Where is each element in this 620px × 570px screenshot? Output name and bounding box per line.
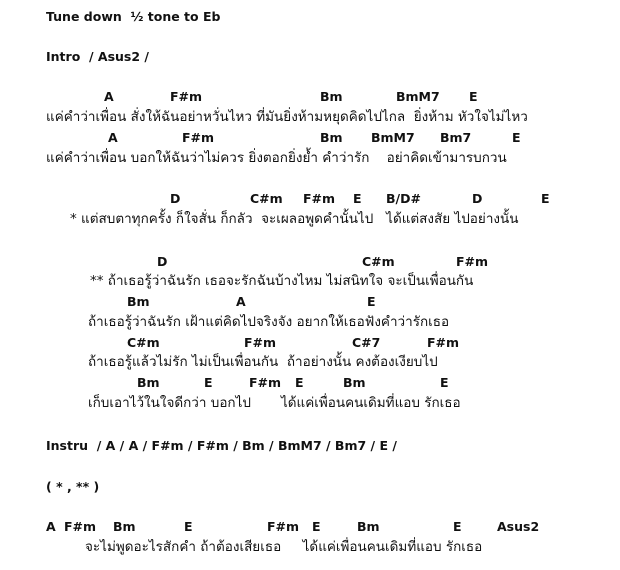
chorus-lyric-3: ถ้าเธอรู้แล้วไม่รัก ไม่เป็นเพื่อนกัน ถ้าอย่างนั้น คงต้องเงียบไป [88,354,438,370]
chord: F#m [427,335,460,350]
chord: Bm [320,130,343,145]
chord: Asus2 [497,519,540,534]
repeat-marker: ( * , ** ) [46,479,100,494]
chord: F#m [182,130,215,145]
chord: Bm7 [440,130,472,145]
chord: F#m [244,335,277,350]
chord: E [512,130,521,145]
chord: C#m [362,254,395,269]
verse-lyric-1: แค่คำว่าเพื่อน สั่งให้ฉันอย่าหวั่นไหว ที่มันยิ่งห้ามหยุดคิดไปไกล ยิ่งห้าม หัวใจไม่ไหว [46,109,528,125]
chord: F#m [170,89,203,104]
chord: F#m [64,519,97,534]
chord: Bm [113,519,136,534]
chord: A [104,89,114,104]
chord: F#m [456,254,489,269]
prechorus-lyric: * แต่สบตาทุกครั้ง ก็ใจสั่น ก็กลัว จะเผลอพูดคำนั้นไป ได้แต่สงสัย ไปอย่างนั้น [70,211,519,227]
chorus-lyric-4: เก็บเอาไว้ในใจดีกว่า บอกไป ได้แค่เพื่อนคนเดิมที่แอบ รักเธอ [88,395,461,411]
chord: F#m [249,375,282,390]
chord: E [367,294,376,309]
chord: C#m [250,191,283,206]
chord: E [440,375,449,390]
outro-lyric: จะไม่พูดอะไรสักคำ ถ้าต้องเสียเธอ ได้แค่เพื่อนคนเดิมที่แอบ รักเธอ [85,539,483,555]
chord: Bm [343,375,366,390]
instrumental-line: Instru / A / A / F#m / F#m / Bm / BmM7 / Bm7 / E / [46,438,397,453]
chord: A [108,130,118,145]
chord: A [236,294,246,309]
chord: D [157,254,168,269]
chord: E [184,519,193,534]
chord: E [541,191,550,206]
chord: F#m [303,191,336,206]
chord: E [295,375,304,390]
chord: A [46,519,56,534]
chorus-lyric-1: ** ถ้าเธอรู้ว่าฉันรัก เธอจะรักฉันบ้างไหม ไม่สนิทใจ จะเป็นเพื่อนกัน [90,273,474,289]
chorus-lyric-2: ถ้าเธอรู้ว่าฉันรัก เฝ้าแต่คิดไปจริงจัง อยากให้เธอฟังคำว่ารักเธอ [88,314,450,330]
chord: C#7 [352,335,381,350]
chord: B/D# [386,191,421,206]
chord: D [170,191,181,206]
chord: E [204,375,213,390]
chord: E [353,191,362,206]
chord: BmM7 [396,89,440,104]
chord: F#m [267,519,300,534]
chord: Bm [357,519,380,534]
chord: E [453,519,462,534]
chord: Bm [320,89,343,104]
verse-lyric-2: แค่คำว่าเพื่อน บอกให้ฉันว่าไม่ควร ยิ่งตอกยิ่งย้ำ คำว่ารัก อย่าคิดเข้ามารบกวน [46,150,507,166]
chord: Bm [127,294,150,309]
chord: C#m [127,335,160,350]
chord: D [472,191,483,206]
tuning-note: Tune down ½ tone to Eb [46,9,221,24]
chord: E [469,89,478,104]
chord: E [312,519,321,534]
chord: BmM7 [371,130,415,145]
chord: Bm [137,375,160,390]
intro-line: Intro / Asus2 / [46,49,149,64]
